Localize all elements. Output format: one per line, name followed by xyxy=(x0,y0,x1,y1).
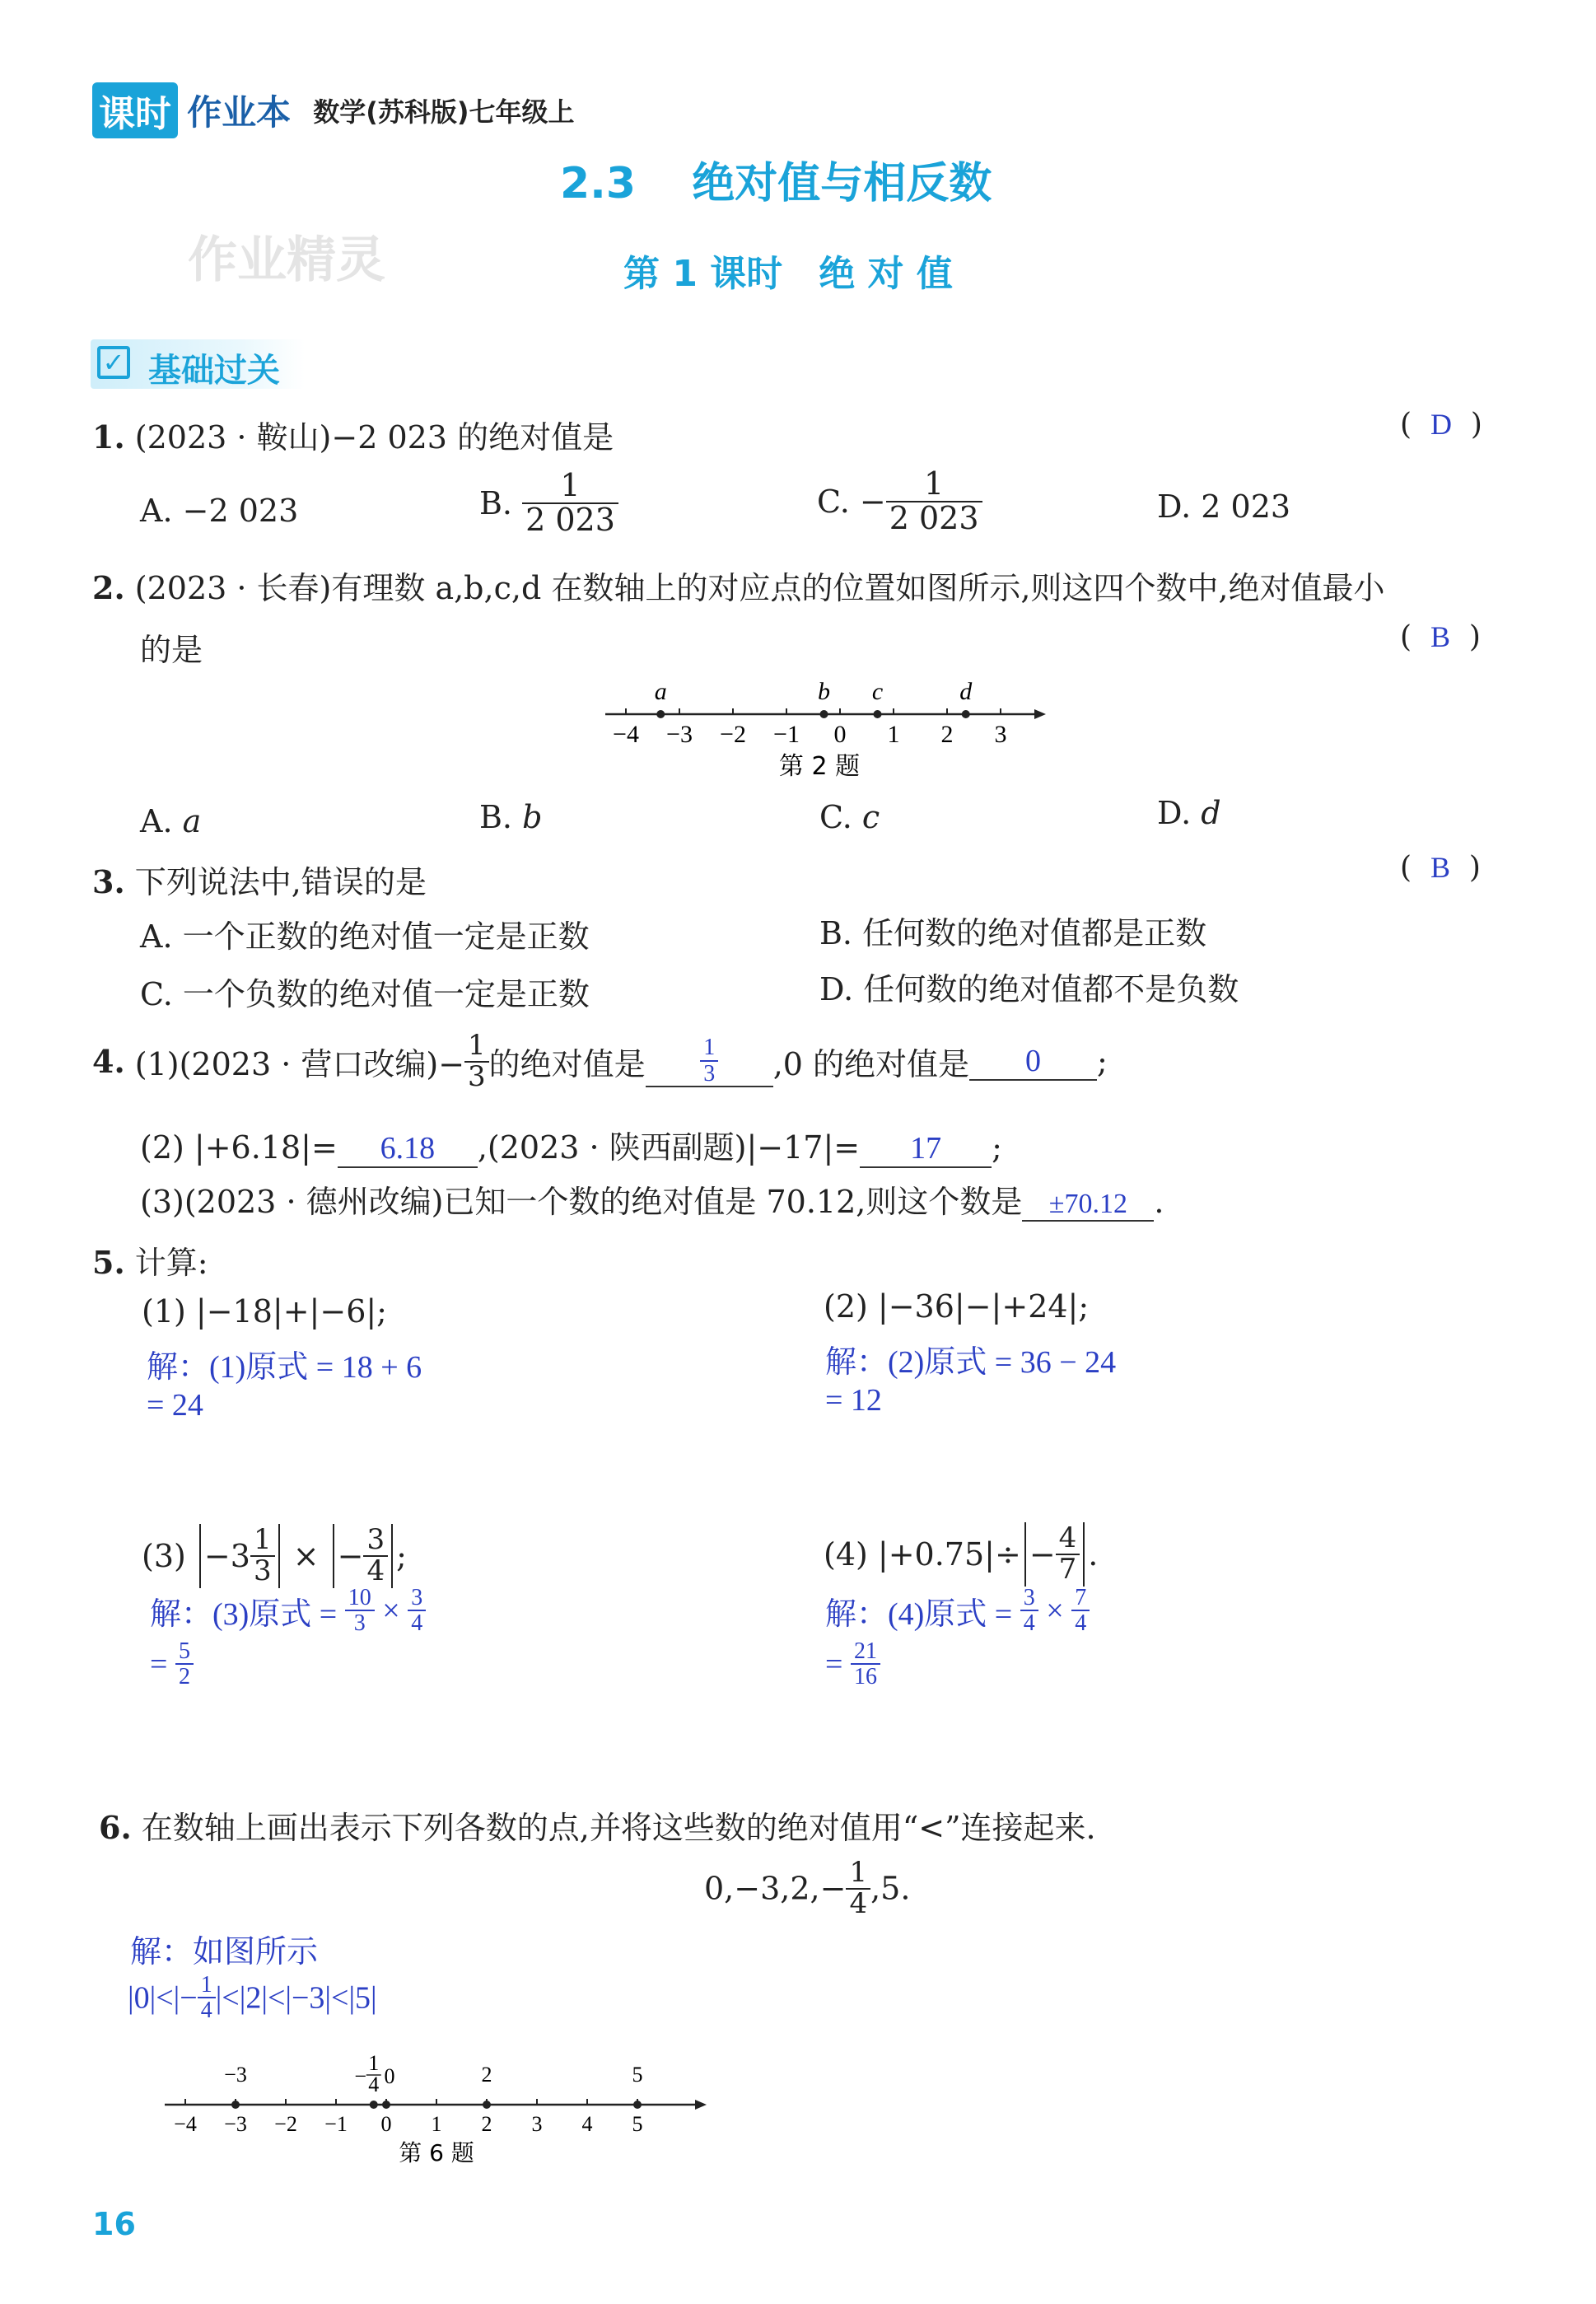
section-number: 2.3 xyxy=(560,159,637,208)
q2-answer: B xyxy=(1430,620,1450,653)
q6-mark-label: 4 xyxy=(368,2073,380,2096)
q5-part1: (1) |−18|+|−6|; xyxy=(142,1293,387,1330)
q2-tick-label: −3 xyxy=(666,721,693,748)
q4-blank-1[interactable]: $\frac{1}{3}$ xyxy=(646,1035,773,1087)
q2-point-label: c xyxy=(871,678,884,705)
q1-option-a: A. −2 023 xyxy=(140,493,299,529)
q6-tick-label: 5 xyxy=(632,2112,643,2136)
q6-tick-label: −1 xyxy=(324,2112,348,2136)
header-logo xyxy=(92,82,575,135)
q2-point-label: d xyxy=(959,678,973,705)
q6-tick-label: 4 xyxy=(581,2112,593,2136)
q2-number-line xyxy=(593,671,1054,787)
q3-option-c: C. 一个负数的绝对值一定是正数 xyxy=(140,976,590,1012)
q4-part2: (2) |+6.18|= 6.18 ,(2023 · 陕西副题)|−17|= 17 ; xyxy=(140,1122,1002,1168)
q3-answer-paren: ( B ) xyxy=(1400,851,1481,885)
q6-axis-arrow xyxy=(695,2100,707,2110)
q2-point-dot xyxy=(820,710,828,718)
q5-part2: (2) |−36|−|+24|; xyxy=(824,1288,1090,1325)
q1-stem: 1. (2023 · 鞍山)−2 023 的绝对值是 xyxy=(92,418,614,456)
q2-stem-line2: 的是 xyxy=(140,632,203,668)
q2-tick-label: −4 xyxy=(613,721,639,748)
q5-part4: (4) |+0.75|÷ − $\frac{4}{7}$ . xyxy=(824,1521,1099,1586)
q2-tick-label: −2 xyxy=(720,721,746,748)
q2-option-a: A. a xyxy=(140,803,202,839)
q6-dot xyxy=(382,2101,390,2109)
section-text: 绝对值与相反数 xyxy=(692,159,992,208)
q4-blank-3[interactable]: 6.18 xyxy=(338,1129,478,1168)
checkbox-icon: ✓ xyxy=(97,346,130,379)
q5-part1-solution-2: = 24 xyxy=(147,1388,203,1423)
q6-tick-label: 2 xyxy=(481,2112,492,2136)
q2-caption: 第 2 题 xyxy=(778,752,861,781)
q2-axis-arrow xyxy=(1034,709,1046,719)
logo-ke-shi: 课时 xyxy=(92,82,178,138)
q2-point-dot xyxy=(962,710,970,718)
q3-answer: B xyxy=(1430,851,1450,884)
section-title xyxy=(560,148,992,210)
q1-option-d: D. 2 023 xyxy=(1157,488,1291,525)
q6-tick-label: −4 xyxy=(174,2112,197,2136)
q6-dot xyxy=(231,2101,240,2109)
q5-part4-solution-1: 解：(4)原式 = $\frac{3}{4}$ × $\frac{7}{4}$ xyxy=(825,1586,1090,1636)
q2-option-d: D. d xyxy=(1157,795,1221,831)
q1-answer-paren: ( D ) xyxy=(1400,408,1482,442)
q5-part4-solution-2: = $\frac{21}{16}$ xyxy=(825,1639,880,1689)
q6-tick-label: −3 xyxy=(224,2112,247,2136)
q1-answer: D xyxy=(1430,408,1452,441)
q2-option-b: B. b xyxy=(479,799,543,835)
lesson-title: 第 1 课时 绝 对 值 xyxy=(623,253,953,295)
q6-tick-label: 3 xyxy=(531,2112,543,2136)
q3-option-d: D. 任何数的绝对值都不是负数 xyxy=(819,971,1239,1007)
q6-mark-label: 2 xyxy=(481,2063,492,2087)
q6-mark-label: 5 xyxy=(632,2063,643,2087)
q5-part3: (3) −3 $\frac{1}{3}$ × − $\frac{3}{4}$ ; xyxy=(142,1523,407,1587)
q1-option-c: C. − $\frac{1}{2 023}$ xyxy=(817,468,982,535)
header-subject: 数学(苏科版)七年级上 xyxy=(313,96,575,128)
q6-solution-2: |0|<|− $\frac{1}{4}$ |<|2|<|−3|<|5| xyxy=(128,1972,377,2024)
q3-stem: 3. 下列说法中,错误的是 xyxy=(92,863,427,900)
q6-solution-1: 解：如图所示 xyxy=(130,1935,319,1970)
q5-part2-solution-2: = 12 xyxy=(825,1383,882,1418)
q6-dot xyxy=(370,2101,378,2109)
q2-point-dot xyxy=(656,710,665,718)
q6-mark-label: 1 xyxy=(368,2055,380,2075)
q6-mark-label: −3 xyxy=(224,2063,247,2087)
q4-blank-2[interactable]: 0 xyxy=(969,1042,1097,1081)
q6-mark-label: − xyxy=(354,2064,367,2088)
q1-option-b: B. $\frac{1}{2 023}$ xyxy=(479,470,618,537)
q6-caption: 第 6 题 xyxy=(399,2139,474,2166)
q2-tick-label: 3 xyxy=(994,721,1007,748)
q5-part3-solution-1: 解：(3)原式 = $\frac{10}{3}$ × $\frac{3}{4}$ xyxy=(150,1586,426,1636)
q2-point-dot xyxy=(874,710,882,718)
q2-point-label: a xyxy=(654,678,667,705)
q6-number-list: 0,−3,2,− $\frac{1}{4}$ ,5. xyxy=(704,1856,911,1920)
q5-stem: 5. 计算: xyxy=(92,1244,208,1281)
q6-number-line xyxy=(156,2055,716,2171)
q4-blank-5[interactable]: ±70.12 xyxy=(1022,1184,1154,1222)
q2-option-c: C. c xyxy=(819,799,880,835)
q2-tick-label: 2 xyxy=(940,721,954,748)
q6-tick-label: −2 xyxy=(274,2112,297,2136)
q6-mark-label: 0 xyxy=(384,2064,395,2088)
basic-label-text: 基础过关 xyxy=(148,352,280,390)
watermark: 作业精灵 xyxy=(188,231,385,289)
q3-option-a: A. 一个正数的绝对值一定是正数 xyxy=(140,918,590,955)
q2-tick-label: −1 xyxy=(773,721,800,748)
q2-stem-line1: 2. (2023 · 长春)有理数 a,b,c,d 在数轴上的对应点的位置如图所示,则这四个数中,绝对值最小 xyxy=(92,569,1385,606)
logo-zuoyeben: 作业本 xyxy=(187,92,292,133)
q4-part1: 4. (1)(2023 · 营口改编)− $\frac{1}{3}$ 的绝对值是 $\frac{1}{3}$ ,0 的绝对值是 0 ; xyxy=(92,1029,1108,1093)
q2-tick-label: 0 xyxy=(833,721,847,748)
q6-dot xyxy=(633,2101,642,2109)
q6-stem: 6. 在数轴上画出表示下列各数的点,并将这些数的绝对值用“<”连接起来. xyxy=(99,1809,1096,1846)
q2-answer-paren: ( B ) xyxy=(1400,620,1481,654)
q4-blank-4[interactable]: 17 xyxy=(860,1129,992,1168)
q5-part3-solution-2: = $\frac{5}{2}$ xyxy=(150,1639,194,1689)
q3-option-b: B. 任何数的绝对值都是正数 xyxy=(819,915,1207,951)
q6-tick-label: 0 xyxy=(380,2112,392,2136)
q6-dot xyxy=(483,2101,491,2109)
q5-part2-solution-1: 解：(2)原式 = 36 − 24 xyxy=(825,1345,1117,1380)
q4-part3: (3)(2023 · 德州改编)已知一个数的绝对值是 70.12,则这个数是 ±70.12 . xyxy=(140,1184,1164,1220)
q2-tick-label: 1 xyxy=(887,721,900,748)
q5-part1-solution-1: 解：(1)原式 = 18 + 6 xyxy=(147,1350,422,1385)
q2-point-label: b xyxy=(818,678,830,705)
page-number: 16 xyxy=(92,2206,136,2242)
basic-label xyxy=(91,339,305,389)
q6-tick-label: 1 xyxy=(431,2112,442,2136)
